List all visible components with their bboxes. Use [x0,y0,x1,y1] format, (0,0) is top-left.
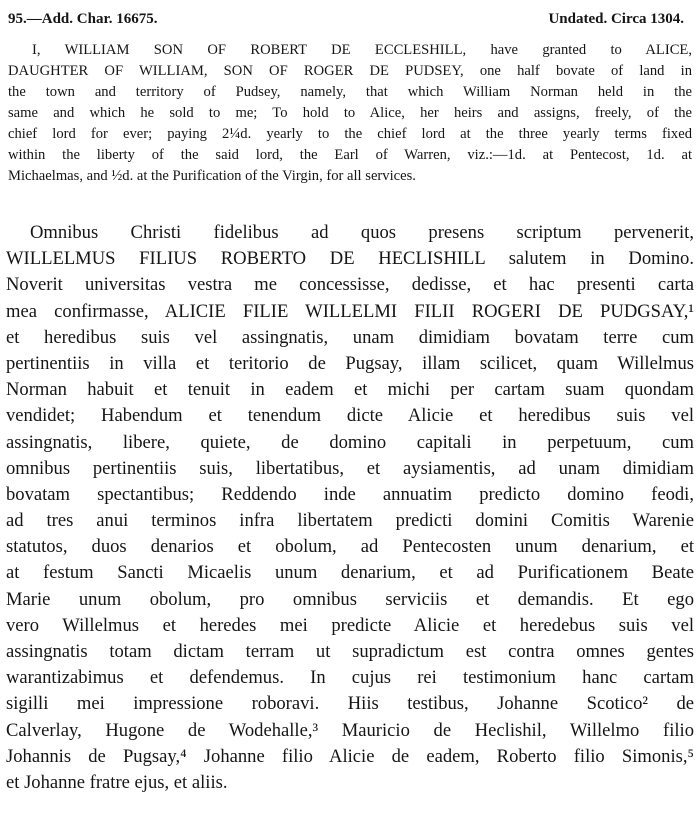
latin-line: Marie unum obolum, pro omnibus serviciis et demandis. Et ego [6,588,694,610]
summary-line: DAUGHTER OF WILLIAM, SON OF ROGER DE PUDSEY, one half bovate of land in [8,63,692,79]
latin-line: mea confirmasse, ALICIE FILIE WILLELMI FILII ROGERI DE PUDGSAY,¹ [6,300,694,322]
summary-line: chief lord for ever; paying 2¼d. yearly to the chief lord at the three yearly terms fixed [8,126,692,142]
latin-line: vero Willelmus et heredes mei predicte Alicie et heredebus suis vel [6,614,694,636]
latin-line: Calverlay, Hugone de Wodehalle,³ Mauricio de Heclishil, Willelmo filio [6,719,694,741]
charter-number: 95.—Add. Char. 16675. [8,11,158,27]
latin-charter-text [6,220,694,796]
english-summary [8,40,692,187]
latin-line: omnibus pertinentiis suis, libertatibus, et aysiamentis, ad unam dimidiam [6,457,694,479]
latin-line: vendidet; Habendum et tenendum dicte Alicie et heredibus suis vel [6,405,694,427]
summary-line: I, WILLIAM SON OF ROBERT DE ECCLESHILL, have granted to ALICE, [32,42,692,58]
latin-line: Omnibus Christi fidelibus ad quos presens scriptum pervenerit, [30,222,694,243]
summary-line: Michaelmas, and ½d. at the Purification of the Virgin, for all services. [8,168,416,184]
latin-line: Norman habuit et tenuit in eadem et michi per cartam suam quondam [6,379,694,401]
latin-line: warantizabimus et defendemus. In cujus rei testimonium hanc cartam [6,667,694,689]
latin-line: assingnatis totam dictam terram ut supradictum est contra omnes gentes [6,641,694,662]
latin-line: statutos, duos denarios et obolum, ad Pentecosten unum denarium, et [6,536,694,558]
latin-line: at festum Sancti Micaelis unum denarium, et ad Purificationem Beate [6,562,694,584]
latin-line: pertinentiis in villa et teritorio de Pugsay, illam scilicet, quam Willelmus [6,352,694,374]
summary-line: same and which he sold to me; To hold to Alice, her heirs and assigns, freely, of the [8,105,692,121]
latin-line: et heredibus suis vel assingnatis, unam dimidiam bovatam terre cum [6,326,694,348]
summary-line: within the liberty of the said lord, the Earl of Warren, viz.:—1d. at Pentecost, 1d. at [8,147,692,163]
latin-line: bovatam spectantibus; Reddendo inde annuatim predicto domino feodi, [6,483,694,505]
charter-date: Undated. Circa 1304. [548,11,684,27]
latin-line: sigilli mei impressione roboravi. Hiis testibus, Johanne Scotico² de [6,693,694,715]
latin-line: assingnatis, libere, quiete, de domino capitali in perpetuum, cum [6,431,694,453]
latin-line: ad tres anui terminos infra libertatem predicti domini Comitis Warenie [6,510,694,532]
latin-line: et Johanne fratre ejus, et aliis. [6,771,228,793]
summary-line: the town and territory of Pudsey, namely, that which William Norman held in the [8,84,692,100]
latin-line: Noverit universitas vestra me concessisse, dedisse, et hac presenti carta [6,274,694,296]
latin-line: Johannis de Pugsay,⁴ Johanne filio Alicie de eadem, Roberto filio Simonis,⁵ [6,745,694,767]
latin-line: WILLELMUS FILIUS ROBERTO DE HECLISHILL salutem in Domino. [6,248,694,270]
page-header [8,11,684,33]
